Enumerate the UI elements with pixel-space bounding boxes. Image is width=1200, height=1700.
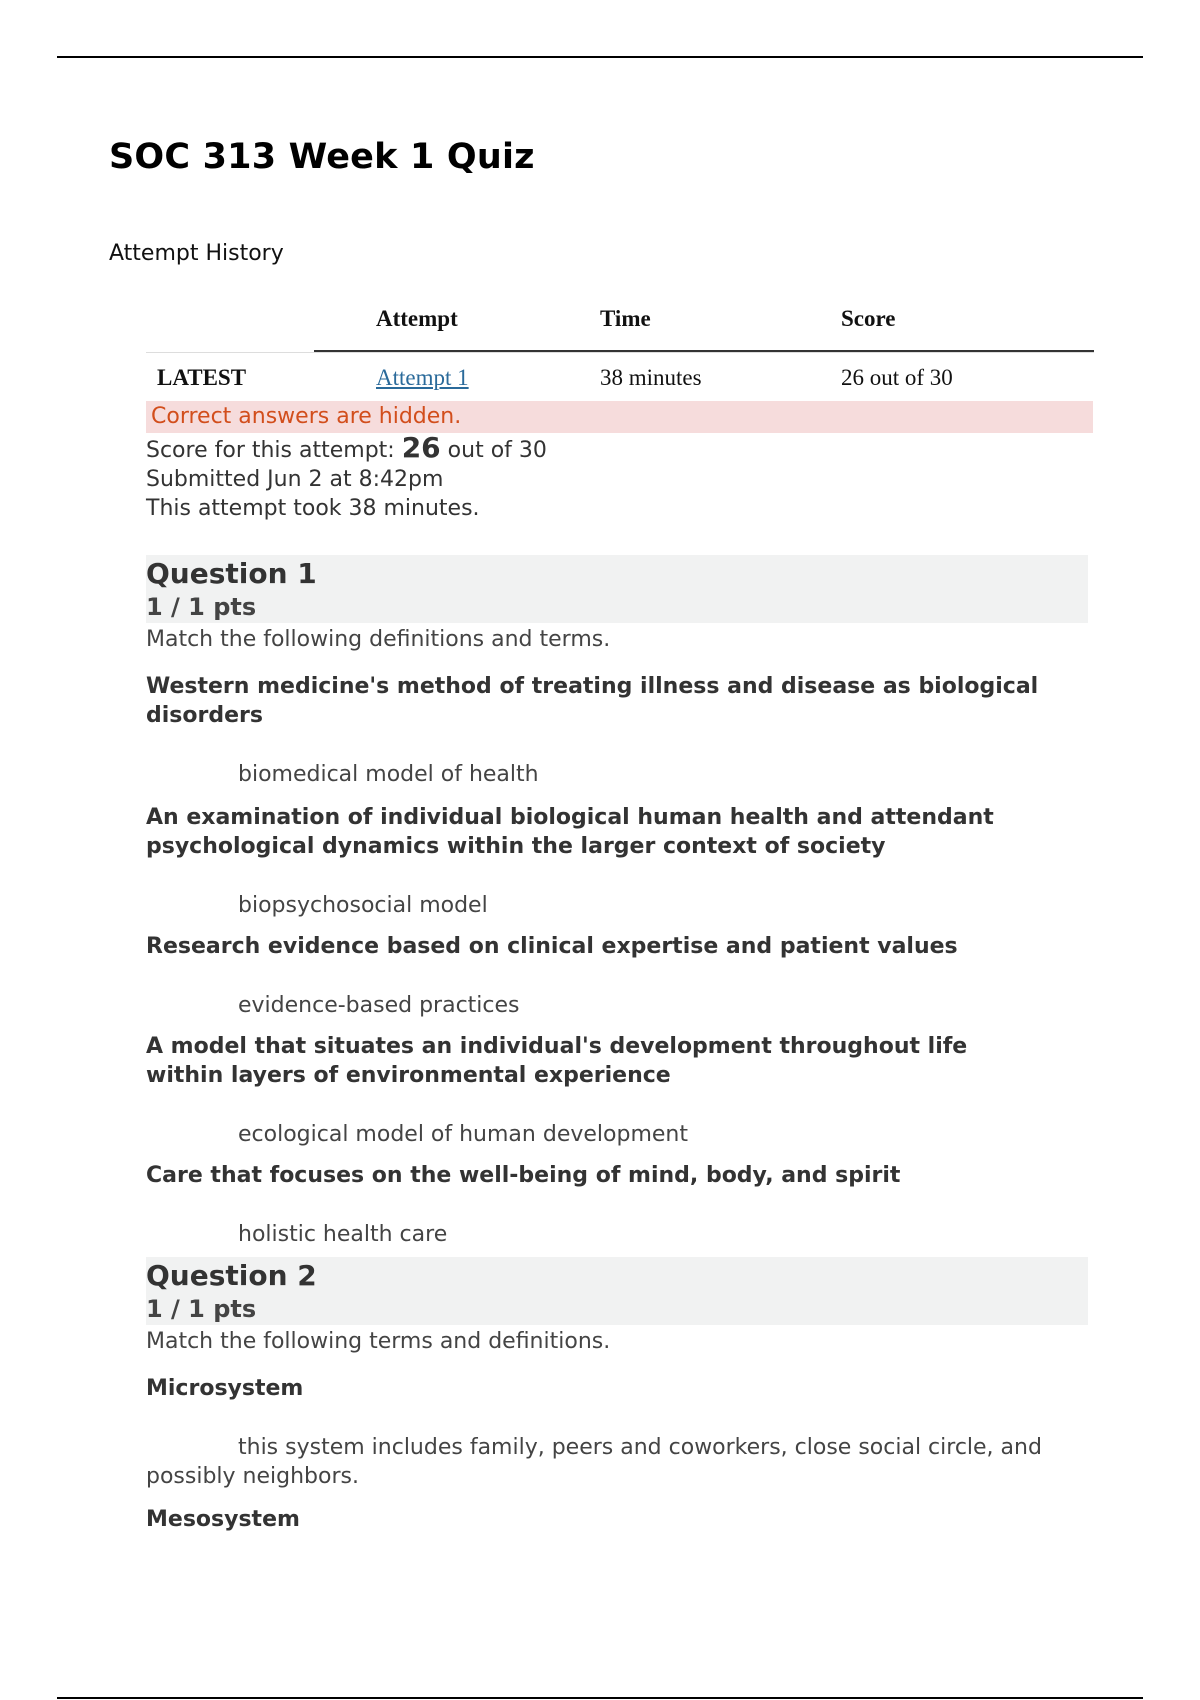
question-instruction: Match the following terms and definitions. xyxy=(146,1329,611,1354)
attempt-1-link[interactable]: Attempt 1 xyxy=(376,365,469,390)
attempt-score: 26 out of 30 xyxy=(841,365,953,390)
answers-hidden-notice: Correct answers are hidden. xyxy=(146,401,1093,433)
score-value: 26 xyxy=(401,431,441,464)
match-answer: biomedical model of health xyxy=(238,762,539,787)
match-answer: ecological model of human development xyxy=(238,1122,688,1147)
score-prefix: Score for this attempt: xyxy=(146,438,395,463)
submitted-text: Submitted Jun 2 at 8:42pm xyxy=(146,467,444,492)
question-title: Question 1 xyxy=(146,557,317,590)
question-1 xyxy=(146,555,1088,1249)
match-term: Microsystem xyxy=(146,1376,304,1401)
question-points: 1 / 1 pts xyxy=(146,1295,257,1323)
question-header xyxy=(146,555,1088,623)
col-header-time: Time xyxy=(600,306,651,331)
question-header xyxy=(146,1257,1088,1325)
attempt-history-label: Attempt History xyxy=(109,241,284,266)
attempt-time: 38 minutes xyxy=(600,365,702,390)
attempt-score-line xyxy=(146,433,547,465)
match-term: Research evidence based on clinical expertise and patient values xyxy=(146,934,958,959)
question-2 xyxy=(146,1257,1088,1534)
duration-text: This attempt took 38 minutes. xyxy=(146,496,480,521)
latest-label: LATEST xyxy=(157,365,247,390)
col-header-score: Score xyxy=(841,306,896,331)
match-answer: this system includes family, peers and coworkers, close social circle, and possibly neighbors. xyxy=(146,1435,1042,1489)
match-pair xyxy=(146,932,1088,1020)
page-title: SOC 313 Week 1 Quiz xyxy=(109,137,535,177)
match-term: An examination of individual biological human health and attendant psychological dynamics within the larger context of society xyxy=(146,805,994,859)
match-term: Mesosystem xyxy=(146,1507,300,1532)
match-pair xyxy=(146,1505,1088,1534)
match-answer: holistic health care xyxy=(238,1222,448,1247)
score-suffix: out of 30 xyxy=(447,438,547,463)
match-pair xyxy=(146,1374,1088,1491)
question-title: Question 2 xyxy=(146,1259,317,1292)
question-points: 1 / 1 pts xyxy=(146,593,257,621)
match-pair xyxy=(146,803,1088,920)
bottom-rule xyxy=(57,1697,1143,1699)
match-term: Care that focuses on the well-being of mind, body, and spirit xyxy=(146,1163,901,1188)
match-answer: biopsychosocial model xyxy=(238,893,488,918)
match-pair xyxy=(146,1032,1088,1149)
col-header-attempt: Attempt xyxy=(376,306,458,331)
match-pair xyxy=(146,1161,1088,1249)
match-term: Western medicine's method of treating illness and disease as biological disorders xyxy=(146,674,1039,728)
top-rule xyxy=(57,56,1143,58)
match-pair xyxy=(146,672,1088,789)
attempt-history-table xyxy=(146,296,1094,401)
match-term: A model that situates an individual's development throughout life within layers of environmental experience xyxy=(146,1034,968,1088)
table-header xyxy=(314,296,1094,352)
table-row xyxy=(146,352,1094,401)
question-instruction: Match the following definitions and terms. xyxy=(146,627,611,652)
attempt-info xyxy=(146,433,547,523)
match-answer: evidence-based practices xyxy=(238,993,520,1018)
